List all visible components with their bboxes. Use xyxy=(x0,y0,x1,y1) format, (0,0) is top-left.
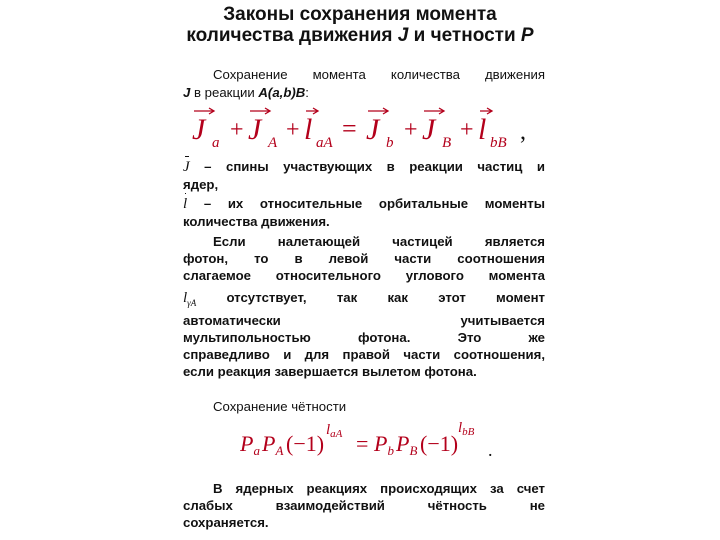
equation-plus: + xyxy=(230,117,244,143)
photon-paragraph xyxy=(183,233,545,380)
definition-l xyxy=(183,195,545,230)
term-sub-B: B xyxy=(442,135,452,149)
eq2-rhs-paren: (−1) xyxy=(420,431,459,456)
eq2-dot: . xyxy=(488,440,493,460)
auto-right: учитывается xyxy=(460,313,545,328)
momentum-conservation-equation xyxy=(188,103,548,149)
eq2-Pb: Pb xyxy=(374,431,394,458)
para-line-multipole: мультипольностью фотона. Это же xyxy=(183,330,545,345)
title-symbol-P: P xyxy=(520,25,534,46)
term-sub-b: b xyxy=(386,135,394,149)
definition-J xyxy=(183,158,545,193)
term-J-b: J xyxy=(366,113,380,146)
momentum-heading-line1: Сохранение момента количества движения xyxy=(213,67,545,82)
conclusion-line-1: В ядерных реакциях происходящих за счет xyxy=(213,481,545,496)
auto-left: автоматически xyxy=(183,313,281,328)
conclusion-line-2: слабых взаимодействий чётность не xyxy=(183,498,545,513)
para-line-2: фотон, то в левой части соотношения xyxy=(183,251,545,266)
title-text-b: и четности xyxy=(408,25,521,46)
term-sub-a: a xyxy=(212,135,220,149)
term-sub-A: A xyxy=(268,135,278,149)
conclusion-line-3: сохраняется. xyxy=(183,515,269,530)
equation-plus: + xyxy=(460,117,474,143)
eq2-equals: = xyxy=(356,431,369,456)
term-l-bB: l xyxy=(478,113,487,146)
def-l-cont: количества движения. xyxy=(183,214,330,229)
def-l-text: – их относительные орбитальные моменты xyxy=(187,196,545,211)
para-line-3: слагаемое относительного углового момента xyxy=(183,268,545,283)
equation-equals: = xyxy=(342,114,357,143)
heading-J: J xyxy=(183,85,191,100)
equation-plus: + xyxy=(286,117,300,143)
heading-text: в реакции xyxy=(190,85,259,100)
def-J-cont: ядер, xyxy=(183,177,219,192)
para-line-auto xyxy=(183,312,545,329)
equation-comma: , xyxy=(520,119,526,145)
heading-colon: : xyxy=(305,85,309,100)
para-line-1: Если налетающей частицей является xyxy=(213,234,545,249)
def-l-symbol: l xyxy=(183,196,188,212)
eq2-PB: PB xyxy=(396,431,418,458)
eq2-Pa: Pa xyxy=(240,431,260,458)
term-sub-bB: bB xyxy=(490,135,507,149)
term-J-B: J xyxy=(422,113,436,146)
term-J-a: J xyxy=(192,113,206,146)
equation-plus: + xyxy=(404,117,418,143)
para-line-last: если реакция завершается вылетом фотона. xyxy=(183,364,477,379)
conclusion-paragraph xyxy=(183,480,545,531)
eq2-rhs-exp: $l_{bB}$ xyxy=(458,420,475,438)
heading-reaction: A(a,b)B xyxy=(258,85,306,100)
eq2-lhs-exp: $l_{aA}$ xyxy=(326,422,343,440)
lgamma-base: l xyxy=(183,290,188,306)
lgamma-text: отсутствует, так как этот момент xyxy=(196,290,545,305)
para-line-lgamma xyxy=(183,289,545,312)
term-l-aA: l xyxy=(304,113,313,146)
momentum-heading-line2 xyxy=(183,84,545,101)
parity-conservation-equation xyxy=(240,418,510,460)
def-J-symbol: J xyxy=(183,159,190,175)
slide-title-line1: Законы сохранения момента xyxy=(223,4,497,25)
title-text-a: количества движения xyxy=(186,25,398,46)
title-symbol-J: J xyxy=(397,25,409,46)
para-line-right: справедливо и для правой части соотношения, xyxy=(183,347,545,362)
slide-title-line2 xyxy=(0,25,720,47)
term-sub-aA: aA xyxy=(316,135,333,149)
eq2-PA: PA xyxy=(262,431,284,458)
lgamma-sub: γA xyxy=(187,298,197,308)
def-J-text: – спины участвующих в реакции частиц и xyxy=(189,159,545,174)
term-J-A: J xyxy=(248,113,262,146)
parity-heading: Сохранение чётности xyxy=(213,399,347,414)
eq2-lhs-paren: (−1) xyxy=(286,431,325,456)
